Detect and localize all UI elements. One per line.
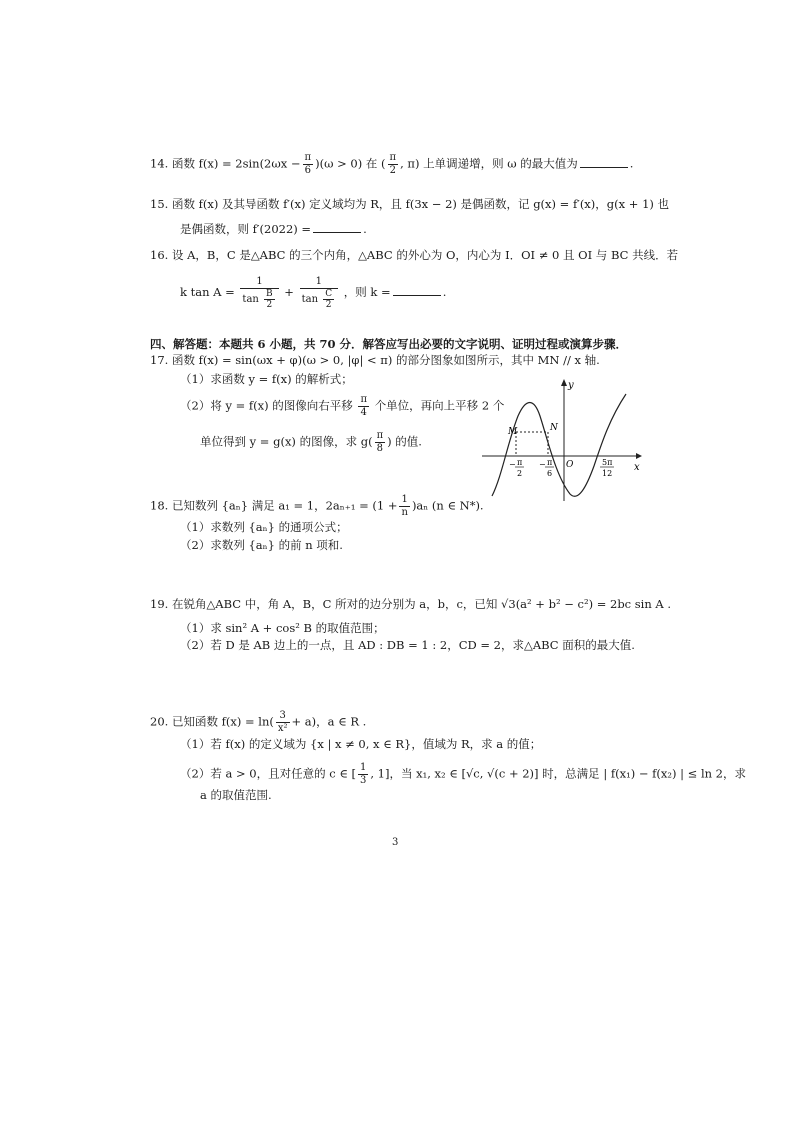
q14-fraction-pi-6: $\frac{\pi}{6}$ [304,152,312,176]
q16-fraction-2: 1 tan $\frac{C}{2}$ [300,276,339,310]
label-x: x [634,462,640,473]
question-20-part2: （2）若 a > 0，且对任意的 c ∈ [ $\frac{1}{3}$ , 1]，当 x₁, x₂ ∈ [√c, √(c + 2)] 时，总满足 | f(x₁) − f(x₂) | ≤ ln 2，求 [180,762,746,786]
tick2-num: π [547,458,553,467]
question-20-part2-cont: a 的取值范围. [200,788,272,802]
section-4-heading: 四、解答题：本题共 6 小题，共 70 分．解答应写出必要的文字说明、证明过程或演算步骤． [150,337,628,351]
q16-answer-blank[interactable] [393,284,441,296]
tick3-num: 5π [602,458,613,467]
question-19-line1: 19. 在锐角△ABC 中，角 A，B，C 所对的边分别为 a，b，c，已知 √3(a² + b² − c²) = 2bc sin A . [150,597,672,611]
page-number: 3 [392,837,399,848]
question-16-line1: 16. 设 A，B，C 是△ABC 的三个内角，△ABC 的外心为 O，内心为 I．OI ≠ 0 且 OI 与 BC 共线．若 [150,248,679,262]
label-N: N [550,423,558,433]
question-14: 14. 函数 f(x) = 2sin(2ωx − $\frac{\pi}{6}$ )(ω > 0) 在 ( $\frac{\pi}{2}$ , π) 上单调递增，则 ω 的最大值为 . [150,152,634,176]
label-O: O [566,460,574,470]
question-18-line1: 18. 已知数列 {aₙ} 满足 a₁ = 1，2aₙ₊₁ = (1 + $\frac{1}{n}$ )aₙ (n ∈ N*). [150,494,484,518]
tick1-den: 2 [517,469,523,478]
question-17-part1: （1）求函数 y = f(x) 的解析式； [180,372,353,386]
label-y: y [568,380,574,391]
y-axis-arrow [561,379,567,386]
label-M: M [508,427,518,437]
question-17-part2: （2）将 y = f(x) 的图像向右平移 $\frac{\pi}{4}$ 个单位，再向上平移 2 个 [180,394,505,418]
question-17-part2-cont: 单位得到 y = g(x) 的图像，求 g( $\frac{\pi}{8}$ ) 的值. [200,430,422,454]
tick3-den: 12 [602,469,613,478]
tick1-sign: − [509,460,516,469]
q16-fraction-1: 1 tan $\frac{B}{2}$ [240,276,278,310]
question-20-part1: （1）若 f(x) 的定义域为 {x | x ≠ 0, x ∈ R}，值域为 R，求 a 的值； [180,737,542,751]
question-18-part2: （2）求数列 {aₙ} 的前 n 项和. [180,538,343,552]
question-17-line1: 17. 函数 f(x) = sin(ωx + φ)(ω > 0, |φ| < π) 的部分图象如图所示，其中 MN // x 轴. [150,353,600,367]
q14-answer-blank[interactable] [580,156,628,168]
tick2-sign: − [539,460,546,469]
question-18-part1: （1）求数列 {aₙ} 的通项公式； [180,520,348,534]
q14-text: 函数 f(x) = 2sin(2ωx − [171,156,301,171]
sine-curve [492,394,626,496]
question-15-line2: 是偶函数，则 f′(2022) = . [180,222,367,236]
q14-fraction-pi-2: $\frac{\pi}{2}$ [389,152,397,176]
question-19-part1: （1）求 sin² A + cos² B 的取值范围； [180,621,385,635]
q14-number: 14. [150,156,169,171]
tick2-den: 6 [547,469,553,478]
q15-answer-blank[interactable] [313,221,361,233]
q17-sine-graph [478,376,648,506]
question-19-part2: （2）若 D 是 AB 边上的一点，且 AD : DB = 1 : 2，CD = 2，求△ABC 面积的最大值. [180,638,635,652]
question-15-line1: 15. 函数 f(x) 及其导函数 f′(x) 定义域均为 R，且 f(3x − 2) 是偶函数，记 g(x) = f′(x)，g(x + 1) 也 [150,197,670,211]
x-axis-arrow [636,453,642,459]
question-16-line2: k tan A = 1 tan $\frac{B}{2}$ + 1 tan $\frac{C}{2}$ ，则 k = . [180,276,447,310]
tick1-num: π [517,458,523,467]
question-20-line1: 20. 已知函数 f(x) = ln( $\frac{3}{\text{x²}}$ + a)，a ∈ R . [150,710,367,734]
